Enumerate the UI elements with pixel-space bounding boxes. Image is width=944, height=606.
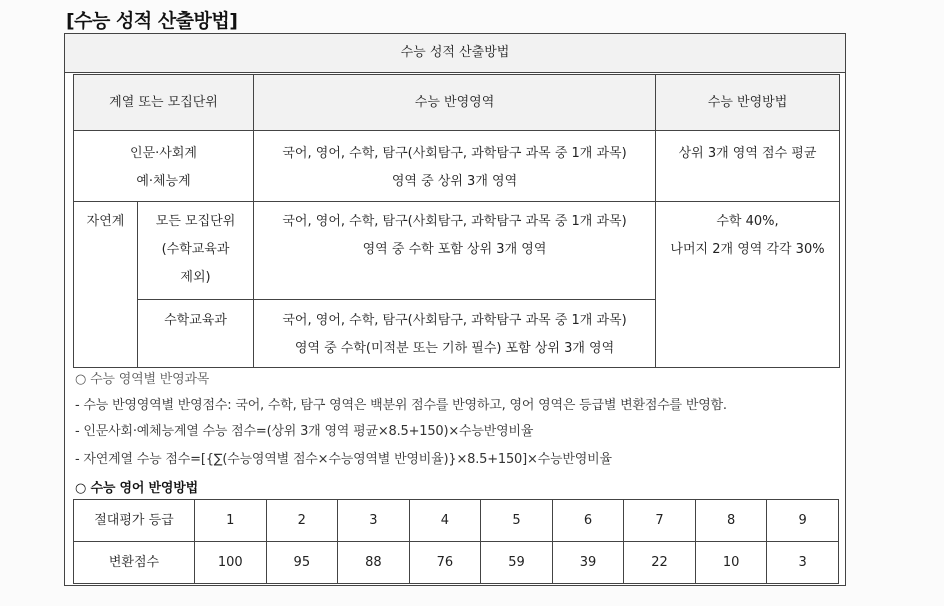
- grade-cell: 7: [624, 500, 696, 542]
- grade-row: [74, 500, 839, 542]
- notes-section-heading: ○ 수능 영역별 반영과목: [75, 372, 210, 387]
- grade-cell: 6: [552, 500, 624, 542]
- humanities-group: [74, 131, 254, 202]
- grade-cell: 8: [695, 500, 767, 542]
- science-mathedu-area: [254, 300, 656, 368]
- science-all-area-line2: 영역 중 수학 포함 상위 3개 영역: [362, 242, 547, 257]
- page-heading: [수능 성적 산출방법]: [66, 10, 238, 32]
- science-all-unit-line1: 모든 모집단위: [155, 214, 236, 229]
- score-cell: 76: [409, 542, 481, 584]
- science-method: [656, 202, 840, 368]
- score-row: [74, 542, 839, 584]
- science-mathedu-unit: 수학교육과: [138, 300, 254, 368]
- science-method-line1: 수학 40%,: [716, 214, 779, 229]
- score-cell: 10: [695, 542, 767, 584]
- science-all-area-line1: 국어, 영어, 수학, 탐구(사회탐구, 과학탐구 과목 중 1개 과목): [282, 214, 627, 229]
- english-section-heading: ○ 수능 영어 반영방법: [75, 481, 198, 496]
- score-cell: 39: [552, 542, 624, 584]
- science-method-line2: 나머지 2개 영역 각각 30%: [670, 242, 825, 257]
- header-row: [74, 75, 840, 131]
- grade-label: 절대평가 등급: [74, 500, 195, 542]
- humanities-row: [74, 131, 840, 202]
- grade-cell: 4: [409, 500, 481, 542]
- science-all-unit-line3: 제외): [180, 270, 211, 285]
- score-cell: 95: [266, 542, 338, 584]
- science-mathedu-area-line2: 영역 중 수학(미적분 또는 기하 필수) 포함 상위 3개 영역: [294, 341, 615, 356]
- science-group: 자연계: [74, 202, 138, 368]
- score-cell: 100: [195, 542, 267, 584]
- score-cell: 88: [338, 542, 410, 584]
- humanities-area-line1: 국어, 영어, 수학, 탐구(사회탐구, 과학탐구 과목 중 1개 과목): [282, 146, 627, 161]
- humanities-area-line2: 영역 중 상위 3개 영역: [391, 174, 518, 189]
- humanities-group-line2: 예·체능계: [136, 174, 191, 189]
- science-all-area: [254, 202, 656, 300]
- grade-cell: 3: [338, 500, 410, 542]
- grade-cell: 2: [266, 500, 338, 542]
- score-cell: 3: [767, 542, 839, 584]
- grade-cell: 5: [481, 500, 553, 542]
- score-cell: 59: [481, 542, 553, 584]
- header-group: 계열 또는 모집단위: [74, 75, 254, 131]
- note-line-2: - 인문사회·예체능계열 수능 점수=(상위 3개 영역 평균×8.5+150)×수능반영비율: [75, 424, 534, 439]
- grade-cell: 1: [195, 500, 267, 542]
- humanities-group-line1: 인문·사회계: [130, 146, 197, 161]
- table-title: 수능 성적 산출방법: [65, 34, 845, 73]
- grade-cell: 9: [767, 500, 839, 542]
- header-method: 수능 반영방법: [656, 75, 840, 131]
- score-cell: 22: [624, 542, 696, 584]
- humanities-method: 상위 3개 영역 점수 평균: [656, 131, 840, 202]
- science-all-unit: [138, 202, 254, 300]
- science-mathedu-area-line1: 국어, 영어, 수학, 탐구(사회탐구, 과학탐구 과목 중 1개 과목): [282, 313, 627, 328]
- calculation-box: [64, 33, 846, 586]
- note-line-3: - 자연계열 수능 점수=[{∑(수능영역별 점수×수능영역별 반영비율)}×8.5+150]×수능반영비율: [75, 452, 612, 467]
- calculation-table: [73, 74, 840, 368]
- humanities-area: [254, 131, 656, 202]
- note-line-1: - 수능 반영영역별 반영점수: 국어, 수학, 탐구 영역은 백분위 점수를 반영하고, 영어 영역은 등급별 변환점수를 반영함.: [75, 398, 727, 413]
- science-all-row: [74, 202, 840, 300]
- header-area: 수능 반영영역: [254, 75, 656, 131]
- english-score-table: [73, 499, 839, 584]
- science-all-unit-line2: (수학교육과: [161, 242, 230, 257]
- score-label: 변환점수: [74, 542, 195, 584]
